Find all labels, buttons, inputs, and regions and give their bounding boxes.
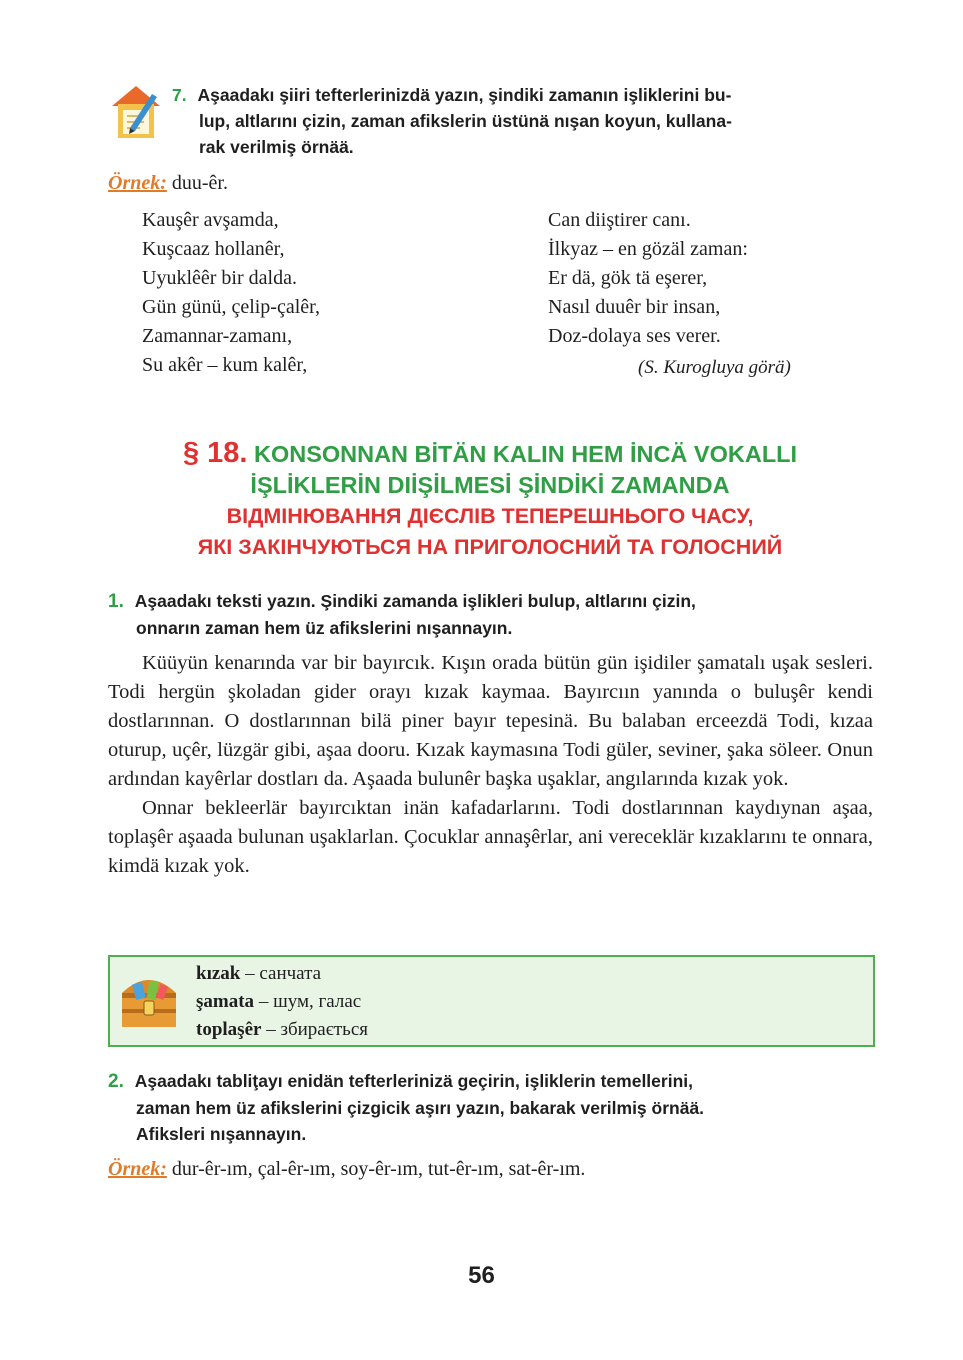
- task-line: onnarın zaman hem üz afikslerini nışannayın.: [136, 618, 513, 638]
- task-number: 1.: [108, 591, 124, 612]
- poem-line: Gün günü, çelip-çalêr,: [142, 296, 321, 318]
- task-7: [172, 82, 882, 160]
- vocabulary-item: [196, 1016, 368, 1044]
- page-number: 56: [468, 1262, 495, 1289]
- poem-line: Nasıl duuêr bir insan,: [548, 296, 721, 318]
- vocabulary-item: [196, 988, 368, 1016]
- poem-line: Er dä, gök tä eşerer,: [548, 267, 708, 289]
- treasure-chest-icon: [114, 963, 184, 1035]
- poem-line: İlkyaz – en gözäl zaman:: [548, 238, 748, 260]
- section-title-text: KONSONNAN BİTÄN KALIN HEM İNCÄ VOKALLI: [253, 441, 798, 467]
- paragraph: Küüyün kenarında var bir bayırcık. Kışın orada bütün gün işidiler şamatalı uşak sesleri. Todi hergün şkoladan gider orayı kızak kaymaa. Bayırcıın yanında o buluşêr kendi dostlarınnan. O dostlarınnan bilä piner bayır tepesinä. Bu balaban erceezdä Todi, kızaa oturup, uçêr, lüzgär gibi, aşaa dooru. Kızak kaymasına Todi güler, seviner, şaka söleer. Onun ardından kayêrlar dostları da. Aşaada bulunêr başka uşaklar, angılarında kızak yok.: [108, 652, 873, 790]
- example: [108, 172, 228, 195]
- task-line: rak verilmiş örnää.: [199, 137, 354, 157]
- poem-source: (S. Kurogluya görä): [638, 357, 791, 378]
- vocab-separator: –: [261, 1019, 281, 1040]
- task-line: Aşaadakı tabliţayı enidän tefterlerinizä geçirin, işliklerin temellerini,: [134, 1071, 693, 1091]
- example: [108, 1158, 585, 1181]
- task-line: zaman hem üz afikslerini çizgicik aşırı yazın, bakarak verilmiş örnää.: [136, 1098, 705, 1118]
- paragraph: Onnar bekleerlär bayırcıktan inän kafadarlarını. Todi dostlarınnan kaydıynan aşaa, toplaşêr aşaada bulunan uşaklarlan. Çocuklar annaşêrlar, ani vereceklär kızaklarını te onnara, kimdä kızak yok.: [108, 797, 873, 877]
- example-label: Örnek:: [108, 1158, 167, 1180]
- example-text: dur-êr-ım, çal-êr-ım, soy-êr-ım, tut-êr-ım, sat-êr-ım.: [171, 1158, 586, 1180]
- section-subtitle-line: ЯКІ ЗАКІНЧУЮТЬСЯ НА ПРИГОЛОСНИЙ ТА ГОЛОСНИЙ: [197, 535, 783, 559]
- task-line: Aşaadakı teksti yazın. Şindiki zamanda işlikleri bulup, altlarını çizin,: [134, 591, 696, 611]
- poem-line: Can diiştirer canı.: [548, 209, 691, 231]
- poem-line: Uyuklêêr bir dalda.: [142, 267, 297, 289]
- house-pencil-icon: [108, 80, 164, 142]
- section-heading: [80, 438, 900, 563]
- poem-line: Zamannar-zamanı,: [142, 325, 293, 347]
- vocab-word: şamata: [196, 991, 255, 1012]
- task-line: lup, altlarını çizin, zaman afikslerin üstünä nışan koyun, kullana-: [199, 111, 732, 131]
- task-2: [108, 1068, 888, 1147]
- poem-left-column: [142, 206, 320, 380]
- section-title-line: [80, 438, 900, 470]
- example-text: duu-êr.: [171, 172, 228, 194]
- vocab-translation: шум, галас: [273, 991, 362, 1012]
- task-number: 7.: [172, 85, 187, 105]
- task-1: [108, 588, 888, 641]
- task-number: 2.: [108, 1071, 124, 1092]
- poem-right-column: [548, 206, 748, 351]
- section-title-line: İŞLİKLERİN DIİŞİLMESİ ŞİNDİKİ ZAMANDA: [250, 472, 730, 498]
- section-subtitle-line: ВІДМІНЮВАННЯ ДІЄСЛІВ ТЕПЕРЕШНЬОГО ЧАСУ,: [226, 504, 754, 528]
- task-line: Aşaadakı şiiri tefterlerinizdä yazın, şindiki zamanın işliklerini bu-: [197, 85, 732, 105]
- section-number: § 18.: [182, 437, 248, 469]
- poem-line: Kauşêr avşamda,: [142, 209, 279, 231]
- vocabulary-list: [196, 960, 368, 1044]
- main-text: [108, 649, 873, 881]
- vocab-separator: –: [254, 991, 274, 1012]
- vocab-separator: –: [240, 963, 260, 984]
- poem-line: Su akêr – kum kalêr,: [142, 354, 308, 376]
- poem-line: Doz-dolaya ses verer.: [548, 325, 721, 347]
- task-line: Afiksleri nışannayın.: [136, 1124, 307, 1144]
- vocabulary-item: [196, 960, 368, 988]
- vocab-translation: санчата: [259, 963, 322, 984]
- vocab-word: toplaşêr: [196, 1019, 262, 1040]
- vocab-translation: збирається: [280, 1019, 369, 1040]
- example-label: Örnek:: [108, 172, 167, 194]
- poem-line: Kuşcaaz hollanêr,: [142, 238, 285, 260]
- vocabulary-box: [108, 955, 875, 1047]
- vocab-word: kızak: [196, 963, 241, 984]
